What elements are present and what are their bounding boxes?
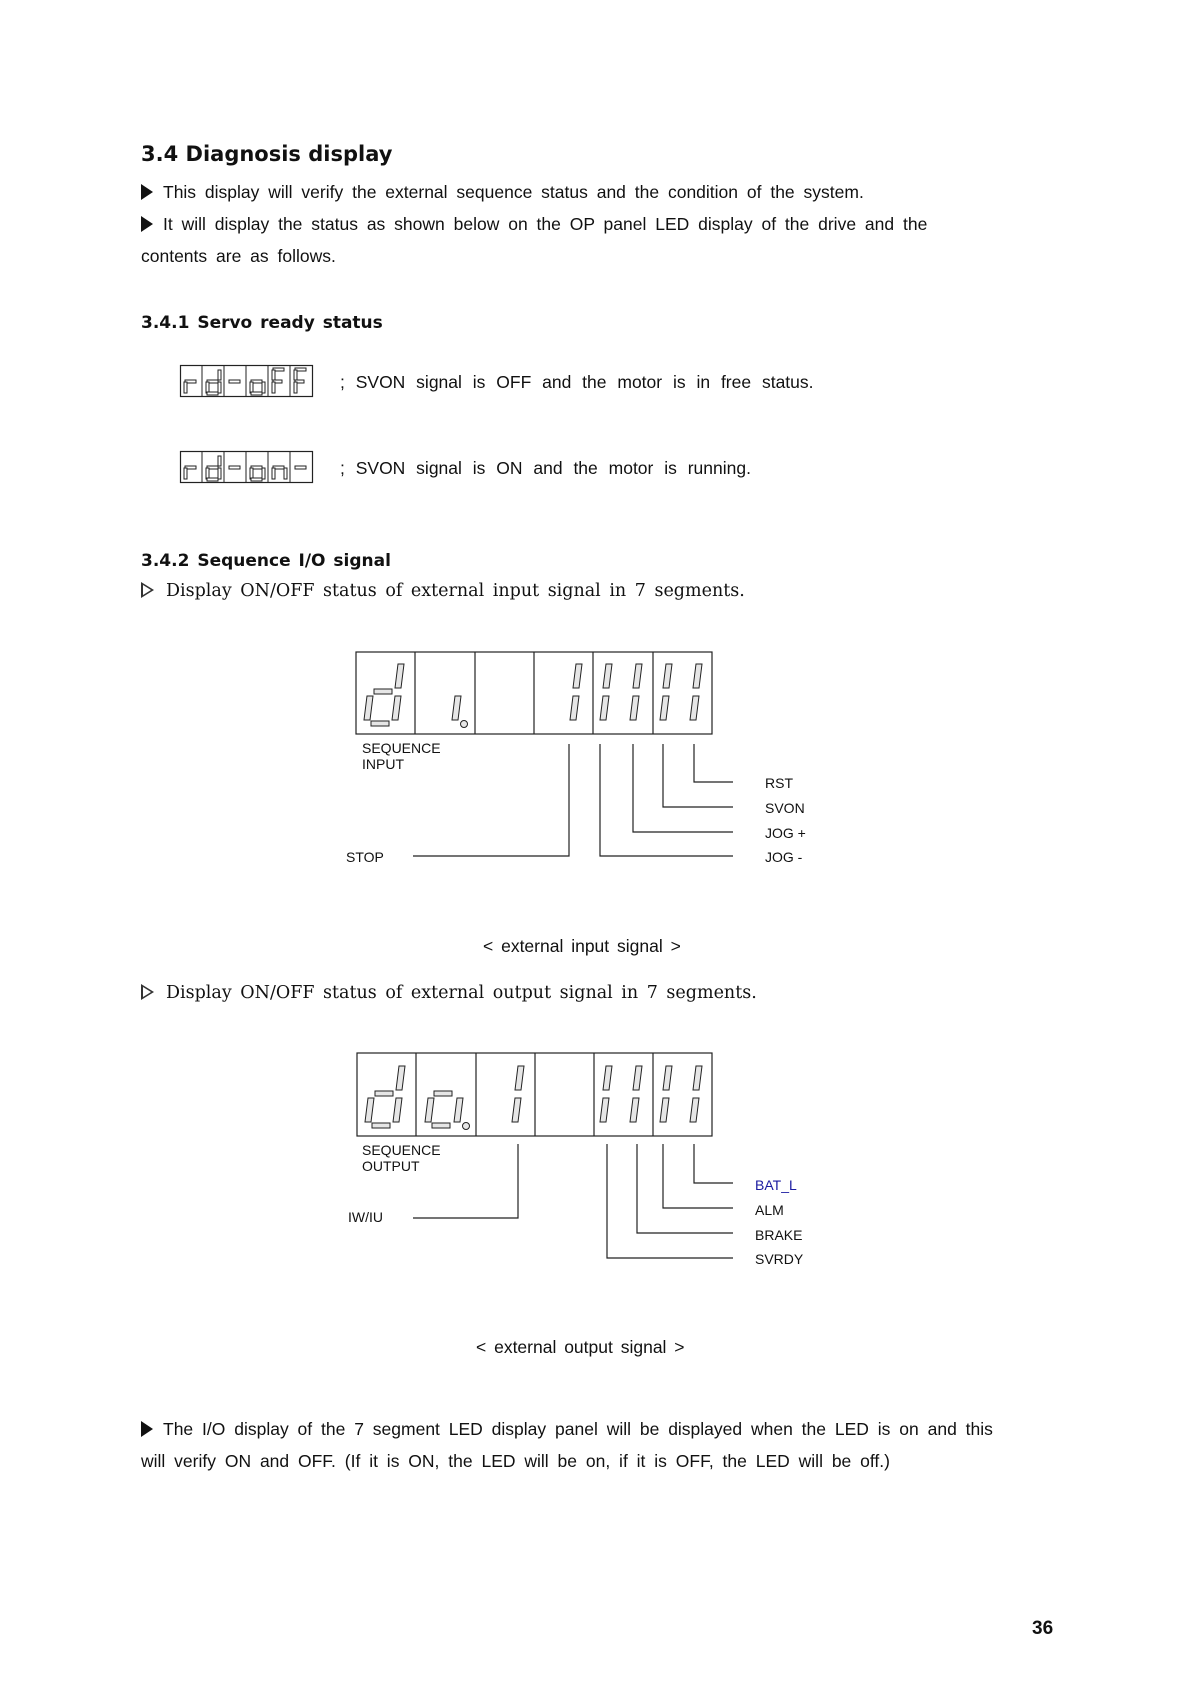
sequence-io-heading: 3.4.2 Sequence I/O signal <box>141 551 391 571</box>
signal-svrdy: SVRDY <box>755 1251 804 1267</box>
footer-note-line-2: will verify ON and OFF. (If it is ON, the LED will be on, if it is OFF, the LED will be off.) <box>141 1451 890 1471</box>
output-diagram-caption: < external output signal > <box>476 1337 685 1357</box>
input-diagram-caption: < external input signal > <box>483 936 681 956</box>
signal-jog-plus: JOG + <box>765 825 806 841</box>
servo-off-description: ; SVON signal is OFF and the motor is in free status. <box>340 372 814 392</box>
section-title: 3.4 Diagnosis display <box>141 142 393 166</box>
servo-on-description: ; SVON signal is ON and the motor is running. <box>340 458 751 478</box>
signal-rst: RST <box>765 775 793 791</box>
input-intro: Display ON/OFF status of external input signal in 7 segments. <box>141 581 745 601</box>
intro-bullet-1: This display will verify the external sequence status and the condition of the system. <box>141 182 864 203</box>
output-intro: Display ON/OFF status of external output signal in 7 segments. <box>141 983 757 1003</box>
signal-alm: ALM <box>755 1202 784 1218</box>
servo-ready-heading: 3.4.1 Servo ready status <box>141 313 383 333</box>
signal-svon: SVON <box>765 800 805 816</box>
page-number: 36 <box>1032 1618 1054 1639</box>
signal-stop: STOP <box>346 849 384 865</box>
footer-note-line-1: The I/O display of the 7 segment LED display panel will be displayed when the LED is on and this <box>141 1419 993 1440</box>
intro-bullet-2: It will display the status as shown below on the OP panel LED display of the drive and the <box>141 214 927 235</box>
signal-brake: BRAKE <box>755 1227 803 1243</box>
signal-iw-iu: IW/IU <box>348 1209 383 1225</box>
sequence-input-label: SEQUENCE INPUT <box>362 740 441 772</box>
intro-bullet-2-continuation: contents are as follows. <box>141 246 336 266</box>
sequence-output-label: SEQUENCE OUTPUT <box>362 1142 441 1174</box>
bullet-icon <box>141 1421 153 1437</box>
signal-bat-l: BAT_L <box>755 1177 797 1193</box>
signal-jog-minus: JOG - <box>765 849 803 865</box>
